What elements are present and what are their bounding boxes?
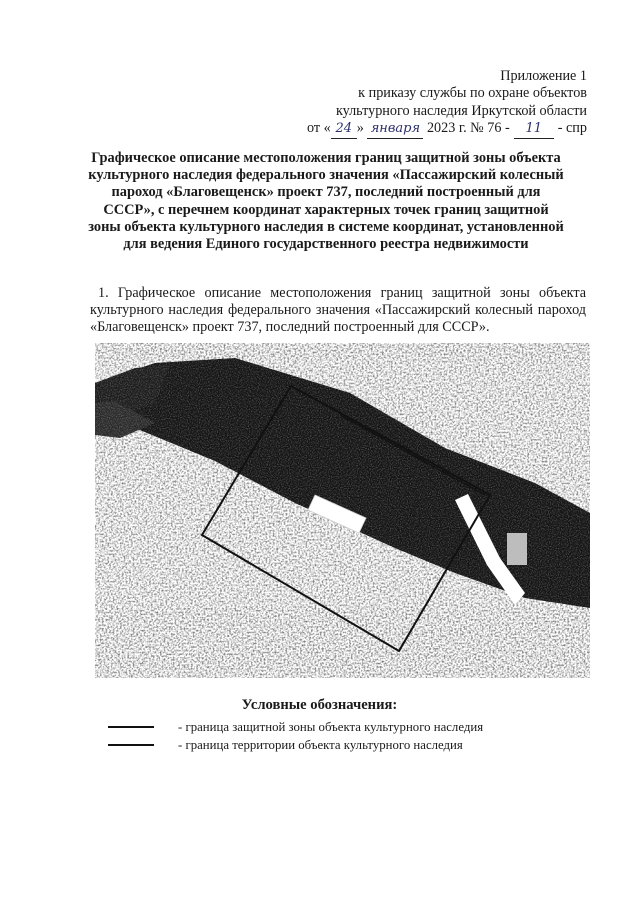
- legend-line-protection-zone: [108, 726, 154, 728]
- section-1-text: 1. Графическое описание местоположения границ защитной зоны объекта культурного наследия федерального значения «Пассажирский колесный пароход «Благовещенск» проект 737, последний построенный для СССР».: [90, 285, 586, 336]
- aerial-map: [95, 343, 590, 678]
- legend-line-territory: [108, 744, 154, 746]
- order-number-handwritten: 11: [514, 120, 554, 138]
- pier-building: [507, 533, 527, 565]
- legend-label-territory: - граница территории объекта культурного наследия: [178, 737, 463, 752]
- document-title: Графическое описание местоположения границ защитной зоны объекта культурного наследия федерального значения «Пассажирский колесный пароход «Благовещенск» проект 737, последний построенный для СССР», с перечнем координат характерных точек границ защитной зоны объекта культурного наследия в системе координат, установленной для ведения Единого государственного реестра недвижимости: [88, 150, 564, 253]
- date-year: 2023 г. № 76 -: [426, 120, 510, 137]
- attachment-line-1: Приложение 1: [500, 68, 587, 84]
- date-prefix: от «: [307, 120, 331, 137]
- attachment-line-2: к приказу службы по охране объектов: [358, 85, 587, 102]
- attachment-line-3: культурного наследия Иркутской области: [335, 102, 587, 119]
- attachment-date-line: [307, 120, 587, 138]
- legend-item-territory: [108, 737, 463, 753]
- legend-label-protection-zone: - граница защитной зоны объекта культурного наследия: [178, 719, 484, 734]
- legend-item-protection-zone: [108, 719, 483, 735]
- legend-title: Условные обозначения:: [241, 697, 398, 713]
- date-day-handwritten: 24: [331, 120, 357, 138]
- order-suffix: - спр: [557, 120, 587, 137]
- attachment-header: [307, 68, 587, 139]
- date-mid: »: [356, 120, 364, 137]
- date-month-handwritten: января: [367, 120, 423, 138]
